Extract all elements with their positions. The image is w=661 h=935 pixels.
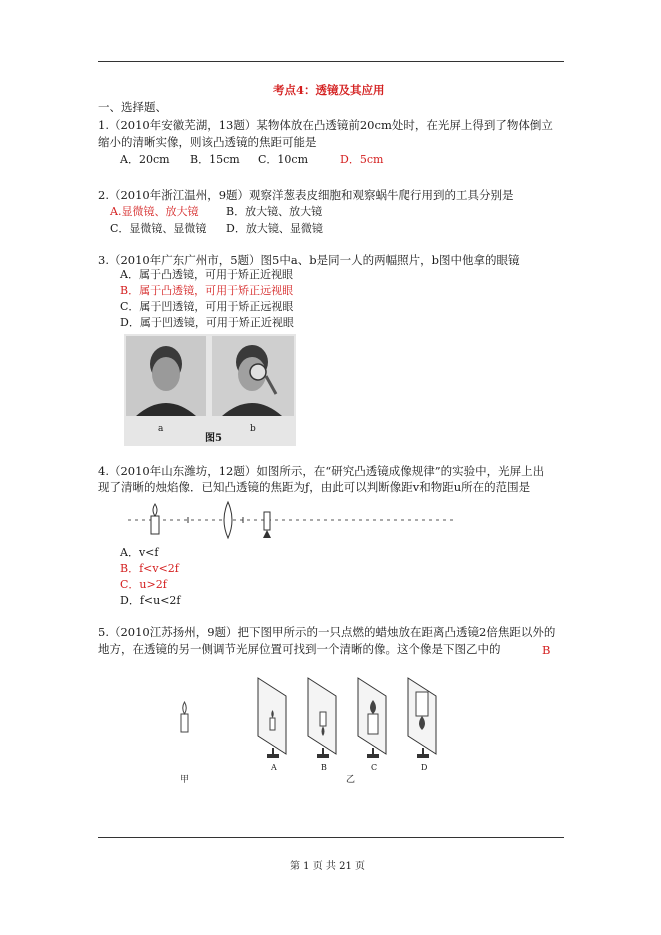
q4-option-b-answer: B．f<v<2f — [120, 562, 179, 575]
q4-option-d: D．f<u<2f — [120, 594, 181, 607]
footer-rule — [98, 837, 564, 838]
q5-answer: B — [542, 643, 551, 657]
header-rule — [98, 61, 564, 62]
screen-label-c: C — [371, 763, 378, 772]
screen-b — [308, 678, 336, 758]
q1-line1: 1.（2010年安徽芜湖，13题）某物体放在凸透镜前20cm处时，在光屏上得到了物体倒立 — [98, 118, 553, 132]
photo-label-a: a — [158, 424, 164, 434]
q1-line2: 缩小的清晰实像，则该凸透镜的焦距可能是 — [98, 135, 317, 149]
q2-option-a-answer: A.显微镜、放大镜 — [110, 205, 199, 218]
q4-line1: 4.（2010年山东潍坊，12题）如图所示，在“研究凸透镜成像规律”的实验中，光屏上出 — [98, 464, 545, 478]
figure5-photos — [124, 334, 296, 446]
figure5-label: 图5 — [205, 433, 222, 444]
q2-option-c: C．显微镜、显微镜 — [110, 222, 207, 235]
q2-option-b: B．放大镜、放大镜 — [226, 205, 323, 218]
q4-option-a: A．v<f — [120, 546, 159, 559]
screen-a — [258, 678, 286, 758]
q5-line2: 地方，在透镜的另一侧调节光屏位置可找到一个清晰的像。这个像是下图乙中的 — [98, 642, 501, 656]
section-heading: 一、选择题、 — [98, 100, 167, 114]
q1-option-c: C．10cm — [258, 153, 309, 166]
q1-option-a: A．20cm — [120, 153, 170, 166]
q3-option-b-answer: B．属于凸透镜，可用于矫正远视眼 — [120, 284, 294, 297]
page-title: 考点4：透镜及其应用 — [273, 83, 385, 97]
q4-option-c-answer: C．u>2f — [120, 578, 167, 591]
screen-label-b: B — [321, 763, 327, 772]
label-jia: 甲 — [180, 775, 190, 785]
screen-c — [358, 678, 386, 758]
q5-figure — [160, 674, 450, 784]
q1-option-b: B．15cm — [190, 153, 240, 166]
q3-line1: 3.（2010年广东广州市，5题）图5中a、b是同一人的两幅照片，b图中他拿的眼镜 — [98, 253, 520, 267]
q3-option-d: D．属于凹透镜，可用于矫正近视眼 — [120, 316, 294, 329]
q1-option-d-answer: D．5cm — [340, 153, 384, 166]
q2-option-d: D．放大镜、显微镜 — [226, 222, 323, 235]
label-yi: 乙 — [346, 775, 356, 785]
q4-line2: 现了清晰的烛焰像．已知凸透镜的焦距为ƒ，由此可以判断像距v和物距u所在的范围是 — [98, 480, 531, 494]
photo-label-b: b — [250, 424, 256, 434]
screen-label-a: A — [271, 763, 277, 772]
screen-d — [408, 678, 436, 758]
q3-option-c: C．属于凹透镜，可用于矫正远视眼 — [120, 300, 294, 313]
q2-line1: 2.（2010年浙江温州，9题）观察洋葱表皮细胞和观察蜗牛爬行用到的工具分别是 — [98, 188, 514, 202]
screen-label-d: D — [421, 763, 428, 772]
figure5-illustration — [124, 334, 296, 446]
page-footer: 第 1 页 共 21 页 — [290, 861, 365, 872]
q4-lens-diagram — [128, 500, 458, 540]
q3-option-a: A．属于凸透镜，可用于矫正近视眼 — [120, 268, 293, 281]
q5-line1: 5.（2010江苏扬州，9题）把下图甲所示的一只点燃的蜡烛放在距离凸透镜2倍焦距以外的 — [98, 625, 556, 639]
